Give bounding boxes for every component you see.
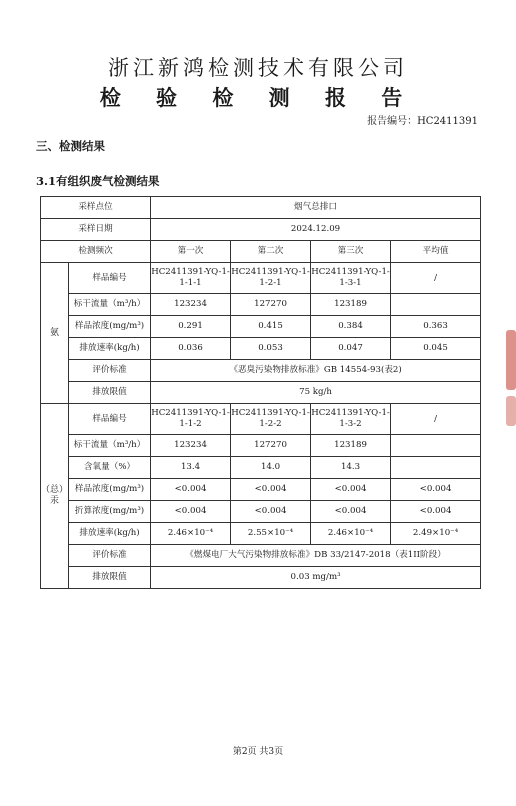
row-label: 样品编号 xyxy=(69,263,151,294)
table-cell: 0.291 xyxy=(151,316,231,338)
table-cell: <0.004 xyxy=(231,501,311,523)
sampling-point-label: 采样点位 xyxy=(41,197,151,219)
row-label: 含氧量（%） xyxy=(69,457,151,479)
table-cell: 123189 xyxy=(311,294,391,316)
round-header: 第一次 xyxy=(151,241,231,263)
seal-edge-mark xyxy=(506,330,516,390)
table-cell: 123234 xyxy=(151,435,231,457)
row-label: 评价标准 xyxy=(69,360,151,382)
table-row xyxy=(41,294,481,316)
sampling-point-value: 烟气总排口 xyxy=(151,197,481,219)
table-cell: 0.363 xyxy=(391,316,481,338)
table-row xyxy=(41,241,481,263)
table-cell: 14.3 xyxy=(311,457,391,479)
row-label: 标干流量（m³/h） xyxy=(69,294,151,316)
group-label-ammonia: 氨 xyxy=(41,263,69,404)
page-number: 第2页 共3页 xyxy=(232,747,284,757)
sampling-date-value: 2024.12.09 xyxy=(151,219,481,241)
sampling-date-label: 采样日期 xyxy=(41,219,151,241)
table-cell: HC2411391-YQ-1-1-2-2 xyxy=(231,404,311,435)
table-cell xyxy=(391,457,481,479)
table-cell: 0.384 xyxy=(311,316,391,338)
table-row xyxy=(41,382,481,404)
table-cell: 123189 xyxy=(311,435,391,457)
table-row xyxy=(41,219,481,241)
seal-edge-mark xyxy=(506,396,516,426)
table-cell: 0.053 xyxy=(231,338,311,360)
row-label: 样品浓度(mg/m³) xyxy=(69,479,151,501)
limit-value: 75 kg/h xyxy=(151,382,481,404)
row-label: 排放限值 xyxy=(69,567,151,589)
table-cell: 0.415 xyxy=(231,316,311,338)
standard-value: 《燃煤电厂大气污染物排放标准》DB 33/2147-2018（表1II阶段） xyxy=(151,545,481,567)
table-cell: 2.46×10⁻⁴ xyxy=(151,523,231,545)
row-label: 折算浓度(mg/m³) xyxy=(69,501,151,523)
table-cell: / xyxy=(391,404,481,435)
table-cell: 0.047 xyxy=(311,338,391,360)
round-header: 第三次 xyxy=(311,241,391,263)
table-cell xyxy=(391,435,481,457)
row-label: 排放速率(kg/h) xyxy=(69,338,151,360)
table-cell: 0.045 xyxy=(391,338,481,360)
table-row xyxy=(41,479,481,501)
table-cell: <0.004 xyxy=(311,479,391,501)
table-cell: 2.46×10⁻⁴ xyxy=(311,523,391,545)
table-cell: HC2411391-YQ-1-1-1-1 xyxy=(151,263,231,294)
table-cell: <0.004 xyxy=(231,479,311,501)
table-cell: / xyxy=(391,263,481,294)
table-cell: 2.49×10⁻⁴ xyxy=(391,523,481,545)
limit-value: 0.03 mg/m³ xyxy=(151,567,481,589)
report-number: 报告编号：HC2411391 xyxy=(367,116,478,127)
table-cell: HC2411391-YQ-1-1-3-1 xyxy=(311,263,391,294)
round-header: 第二次 xyxy=(231,241,311,263)
section-subtitle: 3.1有组织废气检测结果 xyxy=(36,174,160,188)
table-cell: 2.55×10⁻⁴ xyxy=(231,523,311,545)
group-label-mercury: （总）汞 xyxy=(41,404,69,589)
table-row xyxy=(41,435,481,457)
table-cell: <0.004 xyxy=(151,479,231,501)
table-row xyxy=(41,501,481,523)
table-cell xyxy=(391,294,481,316)
round-header: 平均值 xyxy=(391,241,481,263)
table-cell: 14.0 xyxy=(231,457,311,479)
table-cell: <0.004 xyxy=(391,501,481,523)
table-cell: 13.4 xyxy=(151,457,231,479)
table-row xyxy=(41,338,481,360)
table-cell: 127270 xyxy=(231,294,311,316)
table-cell: HC2411391-YQ-1-1-1-2 xyxy=(151,404,231,435)
row-label: 排放速率(kg/h) xyxy=(69,523,151,545)
standard-value: 《恶臭污染物排放标准》GB 14554-93(表2) xyxy=(151,360,481,382)
row-label: 样品编号 xyxy=(69,404,151,435)
table-cell: 123234 xyxy=(151,294,231,316)
table-row xyxy=(41,316,481,338)
table-row xyxy=(41,404,481,435)
row-label: 排放限值 xyxy=(69,382,151,404)
table-row xyxy=(41,567,481,589)
results-table xyxy=(40,196,481,589)
section-title: 三、检测结果 xyxy=(36,139,105,153)
table-cell: <0.004 xyxy=(391,479,481,501)
table-cell: 127270 xyxy=(231,435,311,457)
row-label: 样品浓度(mg/m³) xyxy=(69,316,151,338)
table-cell: <0.004 xyxy=(151,501,231,523)
table-row xyxy=(41,457,481,479)
round-label: 检测频次 xyxy=(41,241,151,263)
report-title: 检 验 检 测 报 告 xyxy=(99,86,417,110)
table-row xyxy=(41,197,481,219)
table-row xyxy=(41,545,481,567)
table-row xyxy=(41,523,481,545)
row-label: 标干流量（m³/h） xyxy=(69,435,151,457)
row-label: 评价标准 xyxy=(69,545,151,567)
table-cell: 0.036 xyxy=(151,338,231,360)
table-row xyxy=(41,263,481,294)
company-name: 浙江新鸿检测技术有限公司 xyxy=(108,56,408,80)
table-cell: <0.004 xyxy=(311,501,391,523)
table-cell: HC2411391-YQ-1-1-2-1 xyxy=(231,263,311,294)
table-cell: HC2411391-YQ-1-1-3-2 xyxy=(311,404,391,435)
table-row xyxy=(41,360,481,382)
